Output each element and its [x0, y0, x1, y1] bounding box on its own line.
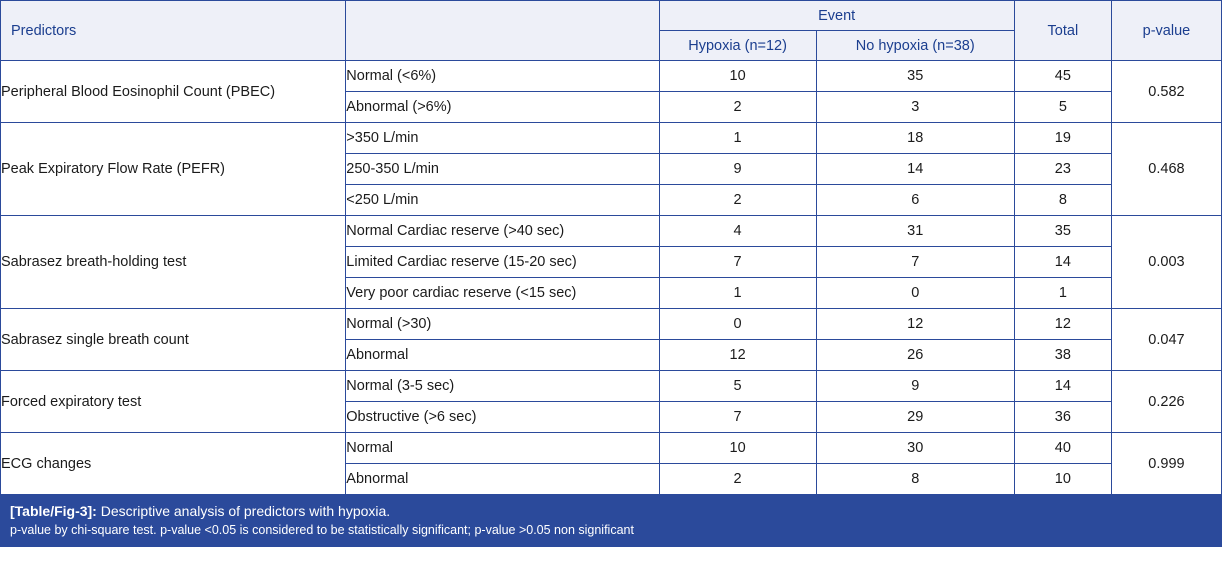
column-header-category [346, 1, 659, 61]
value-cell-total: 36 [1014, 402, 1111, 433]
value-cell-no-hypoxia: 14 [816, 154, 1014, 185]
caption-title: Descriptive analysis of predictors with hypoxia. [100, 503, 391, 519]
category-cell: >350 L/min [346, 123, 659, 154]
category-cell: <250 L/min [346, 185, 659, 216]
value-cell-hypoxia: 7 [659, 402, 816, 433]
category-cell: Normal (>30) [346, 309, 659, 340]
value-cell-hypoxia: 0 [659, 309, 816, 340]
value-cell-total: 35 [1014, 216, 1111, 247]
value-cell-no-hypoxia: 6 [816, 185, 1014, 216]
value-cell-total: 14 [1014, 247, 1111, 278]
p-value-cell: 0.003 [1111, 216, 1221, 309]
p-value-cell: 0.999 [1111, 433, 1221, 495]
value-cell-no-hypoxia: 35 [816, 61, 1014, 92]
value-cell-no-hypoxia: 7 [816, 247, 1014, 278]
value-cell-hypoxia: 1 [659, 123, 816, 154]
category-cell: Limited Cardiac reserve (15-20 sec) [346, 247, 659, 278]
column-header-event: Event [659, 1, 1014, 31]
value-cell-hypoxia: 12 [659, 340, 816, 371]
value-cell-hypoxia: 4 [659, 216, 816, 247]
value-cell-hypoxia: 10 [659, 433, 816, 464]
column-header-no-hypoxia: No hypoxia (n=38) [816, 31, 1014, 61]
value-cell-total: 40 [1014, 433, 1111, 464]
value-cell-no-hypoxia: 3 [816, 92, 1014, 123]
column-header-total: Total [1014, 1, 1111, 61]
table-row [1, 216, 1222, 247]
value-cell-hypoxia: 1 [659, 278, 816, 309]
predictor-cell: ECG changes [1, 433, 346, 495]
value-cell-no-hypoxia: 0 [816, 278, 1014, 309]
value-cell-no-hypoxia: 12 [816, 309, 1014, 340]
value-cell-hypoxia: 10 [659, 61, 816, 92]
table-body [1, 61, 1222, 495]
caption-note: p-value by chi-square test. p-value <0.05 is considered to be statistically significant; p-value >0.05 non significant [10, 523, 634, 537]
table-row [1, 371, 1222, 402]
category-cell: Abnormal [346, 340, 659, 371]
value-cell-no-hypoxia: 31 [816, 216, 1014, 247]
category-cell: Abnormal [346, 464, 659, 495]
value-cell-total: 38 [1014, 340, 1111, 371]
column-header-p-value: p-value [1111, 1, 1221, 61]
category-cell: Normal (<6%) [346, 61, 659, 92]
p-value-cell: 0.047 [1111, 309, 1221, 371]
p-value-cell: 0.582 [1111, 61, 1221, 123]
category-cell: Normal (3-5 sec) [346, 371, 659, 402]
value-cell-no-hypoxia: 8 [816, 464, 1014, 495]
category-cell: Very poor cardiac reserve (<15 sec) [346, 278, 659, 309]
value-cell-total: 10 [1014, 464, 1111, 495]
category-cell: Obstructive (>6 sec) [346, 402, 659, 433]
value-cell-total: 12 [1014, 309, 1111, 340]
p-value-cell: 0.468 [1111, 123, 1221, 216]
value-cell-total: 1 [1014, 278, 1111, 309]
value-cell-no-hypoxia: 29 [816, 402, 1014, 433]
table-row [1, 61, 1222, 92]
value-cell-hypoxia: 9 [659, 154, 816, 185]
predictor-cell: Peak Expiratory Flow Rate (PEFR) [1, 123, 346, 216]
column-header-predictors: Predictors [1, 1, 346, 61]
table-row [1, 309, 1222, 340]
value-cell-hypoxia: 2 [659, 185, 816, 216]
predictor-cell: Sabrasez single breath count [1, 309, 346, 371]
value-cell-total: 23 [1014, 154, 1111, 185]
predictor-cell: Forced expiratory test [1, 371, 346, 433]
value-cell-hypoxia: 5 [659, 371, 816, 402]
value-cell-total: 5 [1014, 92, 1111, 123]
caption-title-line [10, 502, 1212, 520]
table-row [1, 433, 1222, 464]
value-cell-total: 8 [1014, 185, 1111, 216]
category-cell: 250-350 L/min [346, 154, 659, 185]
category-cell: Normal Cardiac reserve (>40 sec) [346, 216, 659, 247]
table-row [1, 123, 1222, 154]
table-caption [0, 495, 1222, 547]
value-cell-hypoxia: 2 [659, 464, 816, 495]
value-cell-no-hypoxia: 18 [816, 123, 1014, 154]
category-cell: Abnormal (>6%) [346, 92, 659, 123]
p-value-cell: 0.226 [1111, 371, 1221, 433]
header-row-top [1, 1, 1222, 31]
value-cell-no-hypoxia: 30 [816, 433, 1014, 464]
predictor-cell: Sabrasez breath-holding test [1, 216, 346, 309]
value-cell-total: 14 [1014, 371, 1111, 402]
table-header [1, 1, 1222, 61]
value-cell-no-hypoxia: 26 [816, 340, 1014, 371]
value-cell-total: 19 [1014, 123, 1111, 154]
column-header-hypoxia: Hypoxia (n=12) [659, 31, 816, 61]
value-cell-no-hypoxia: 9 [816, 371, 1014, 402]
value-cell-hypoxia: 7 [659, 247, 816, 278]
value-cell-total: 45 [1014, 61, 1111, 92]
value-cell-hypoxia: 2 [659, 92, 816, 123]
caption-label: [Table/Fig-3]: [10, 503, 97, 519]
predictor-cell: Peripheral Blood Eosinophil Count (PBEC) [1, 61, 346, 123]
category-cell: Normal [346, 433, 659, 464]
